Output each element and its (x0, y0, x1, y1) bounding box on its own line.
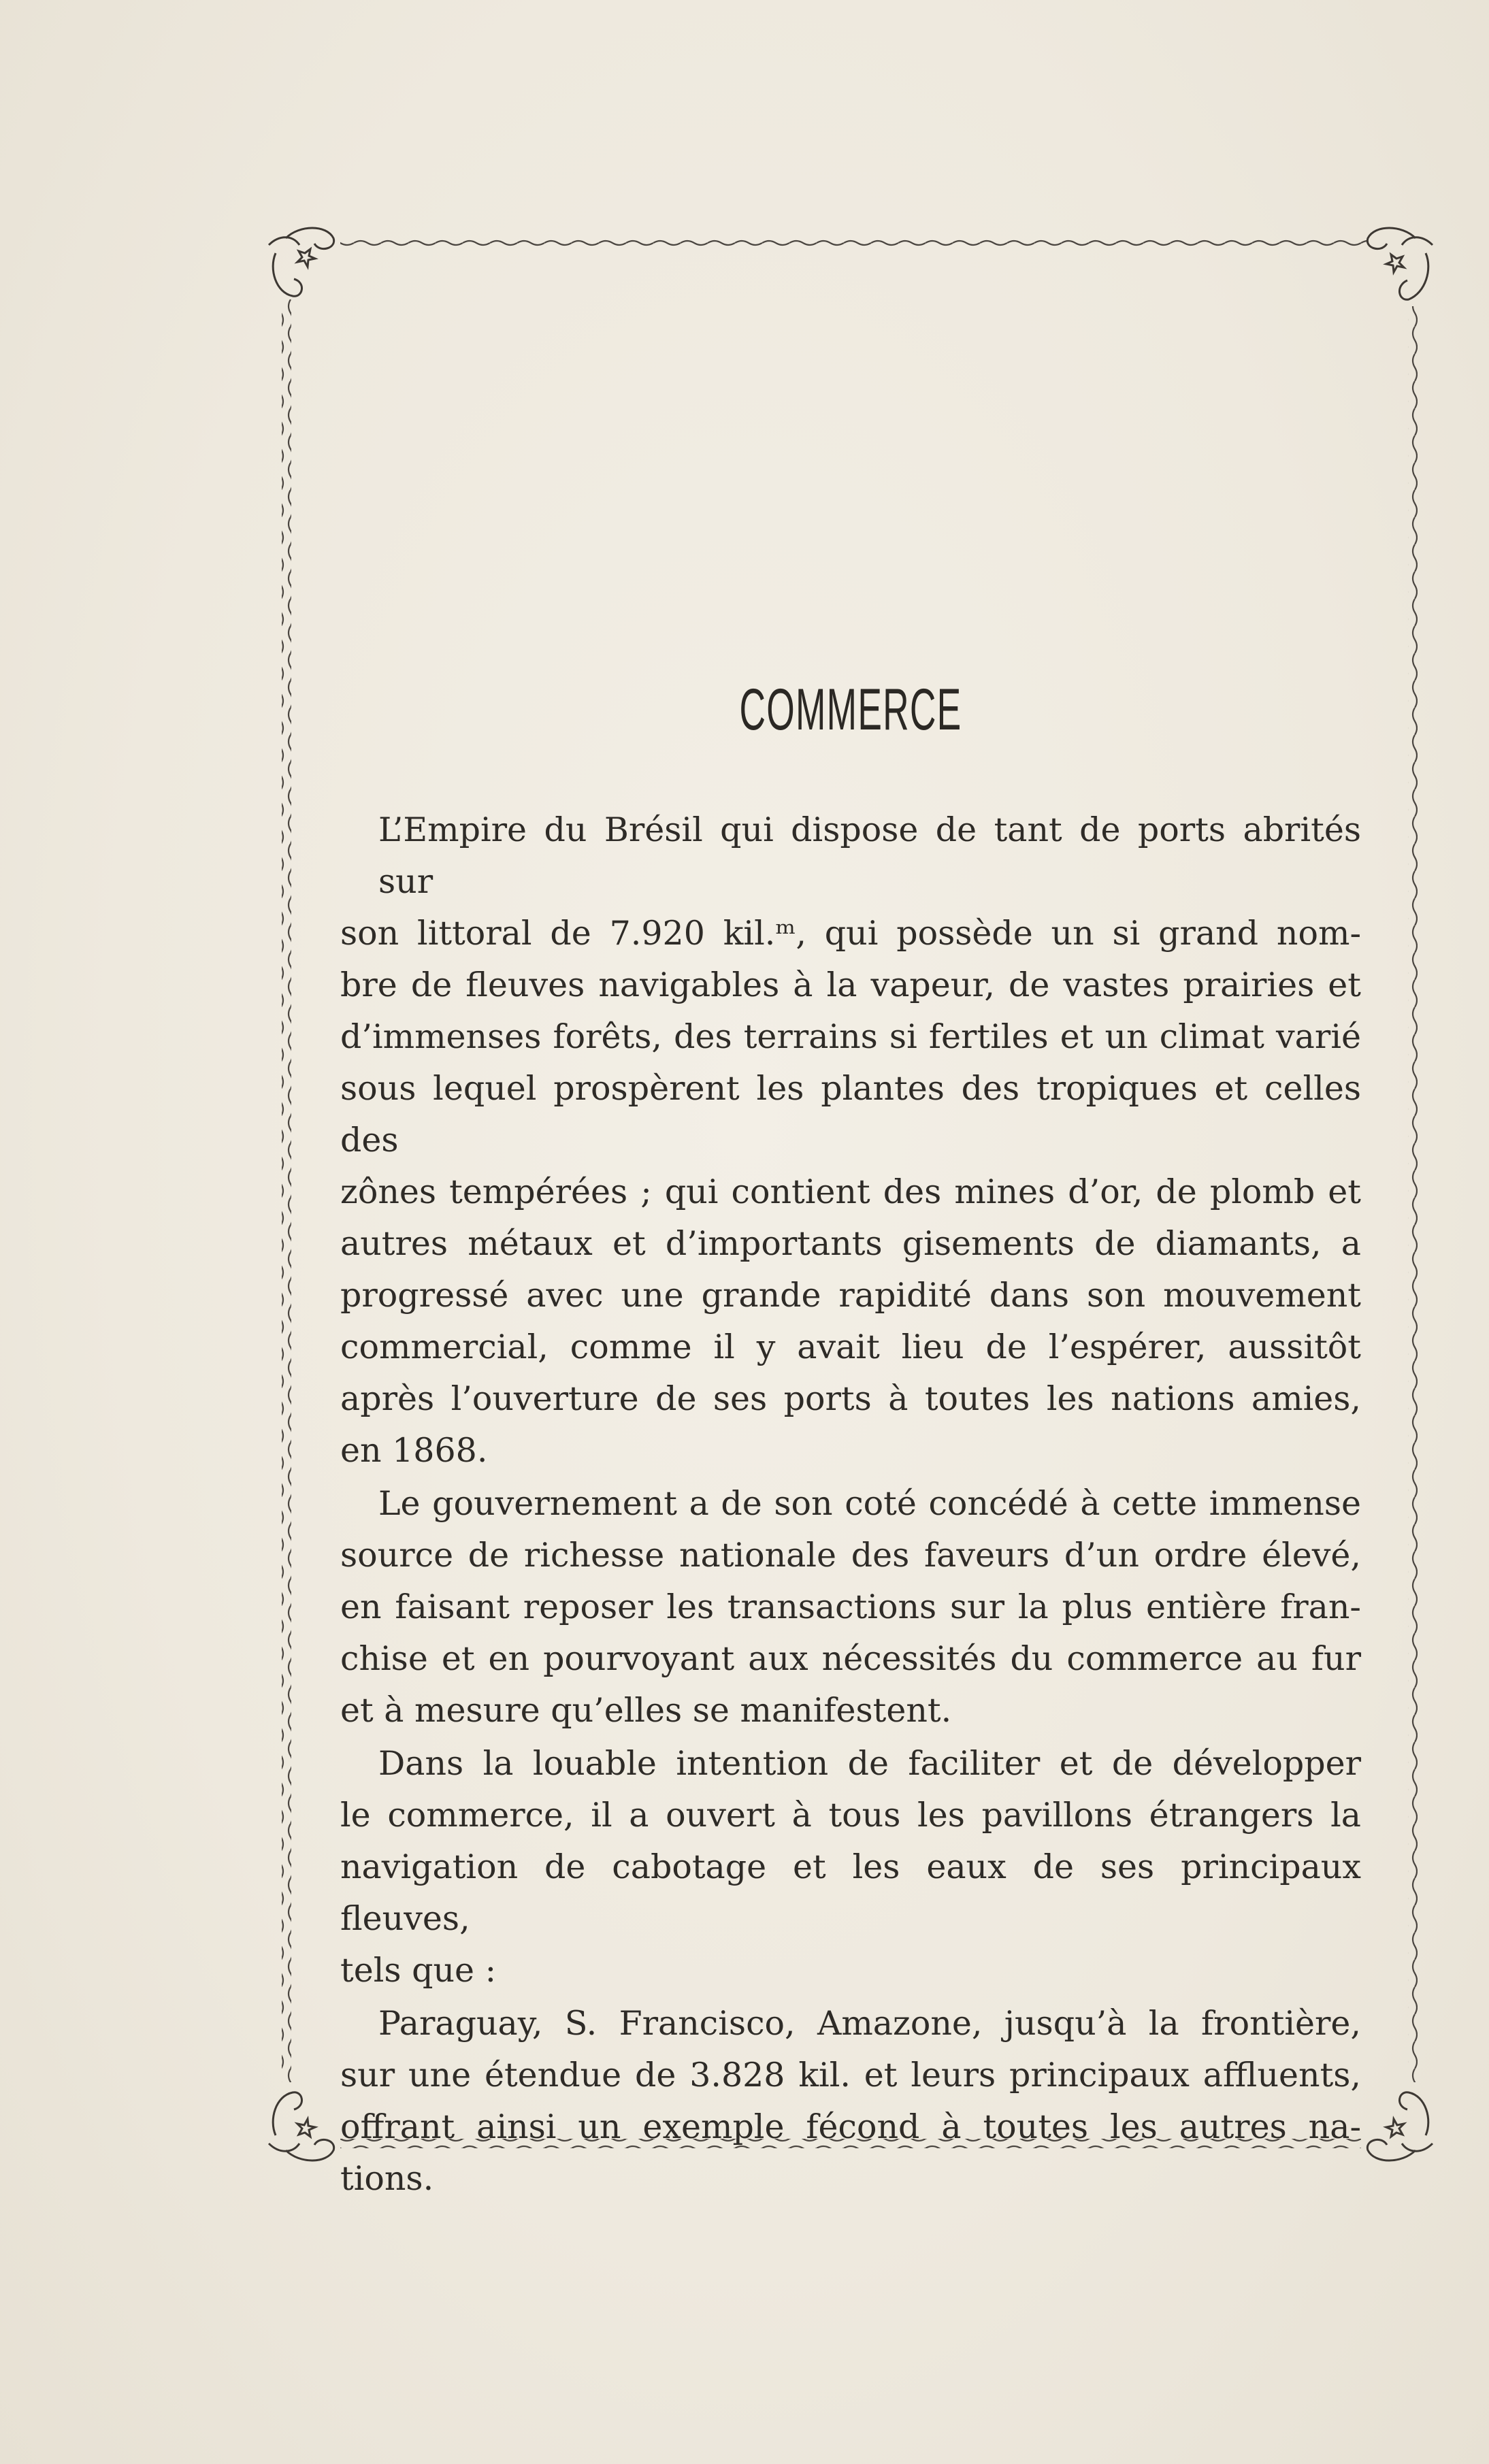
page-title: COMMERCE (739, 677, 962, 742)
text-line: navigation de cabotage et les eaux de ses principaux fleuves, (340, 1847, 1361, 1938)
text-line: et à mesure qu’elles se manifestent. (340, 1691, 952, 1730)
text-line: source de richesse nationale des faveurs d’un ordre élevé, (340, 1536, 1361, 1575)
text-line: Le gouvernement a de son coté concédé à cette immense (378, 1484, 1361, 1523)
text-line: L’Empire du Brésil qui dispose de tant de ports abrités sur (378, 810, 1361, 901)
text-line: en faisant reposer les transactions sur la plus entière fran- (340, 1588, 1361, 1626)
text-line: d’immenses forêts, des terrains si fertiles et un climat varié (340, 1017, 1361, 1056)
paragraph-2 (340, 1478, 1361, 1737)
text-line: tels que : (340, 1951, 497, 1990)
text-line: offrant ainsi un exemple fécond à toutes les autres na- (340, 2107, 1361, 2146)
paragraph-3 (340, 1738, 1361, 1997)
corner-ornament-top-right (1367, 228, 1433, 299)
text-line: zônes tempérées ; qui contient des mines d’or, de plomb et (340, 1172, 1361, 1211)
text-line: commercial, comme il y avait lieu de l’espérer, aussitôt (340, 1328, 1361, 1366)
corner-ornament-top-left (269, 228, 334, 296)
text-line: sur une étendue de 3.828 kil. et leurs principaux affluents, (340, 2056, 1361, 2095)
text-line: après l’ouverture de ses ports à toutes les nations amies, (340, 1379, 1361, 1418)
text-line: autres métaux et d’importants gisements de diamants, a (340, 1224, 1361, 1263)
text-line: bre de fleuves navigables à la vapeur, de vastes prairies et (340, 966, 1361, 1004)
text-line: sous lequel prospèrent les plantes des tropiques et celles des (340, 1069, 1361, 1160)
text-line: son littoral de 7.920 kil.ᵐ, qui possède un si grand nom- (340, 914, 1361, 953)
border-left (282, 299, 291, 2082)
paragraph-4 (340, 1998, 1361, 2205)
corner-ornament-bottom-right (1367, 2092, 1433, 2161)
corner-ornament-bottom-left (269, 2092, 334, 2161)
text-line: le commerce, il a ouvert à tous les pavillons étrangers la (340, 1796, 1361, 1835)
border-top (340, 238, 1368, 248)
border-right (1408, 306, 1418, 2082)
text-line: Paraguay, S. Francisco, Amazone, jusqu’à la frontière, (378, 2004, 1361, 2043)
text-line: progressé avec une grande rapidité dans son mouvement (340, 1276, 1361, 1315)
page-content (340, 677, 1361, 2206)
paragraph-1 (340, 804, 1361, 1477)
text-line: Dans la louable intention de faciliter et de développer (378, 1744, 1361, 1783)
text-line: en 1868. (340, 1431, 488, 1470)
text-line: tions. (340, 2159, 434, 2198)
text-line: chise et en pourvoyant aux nécessités du commerce au fur (340, 1639, 1361, 1678)
